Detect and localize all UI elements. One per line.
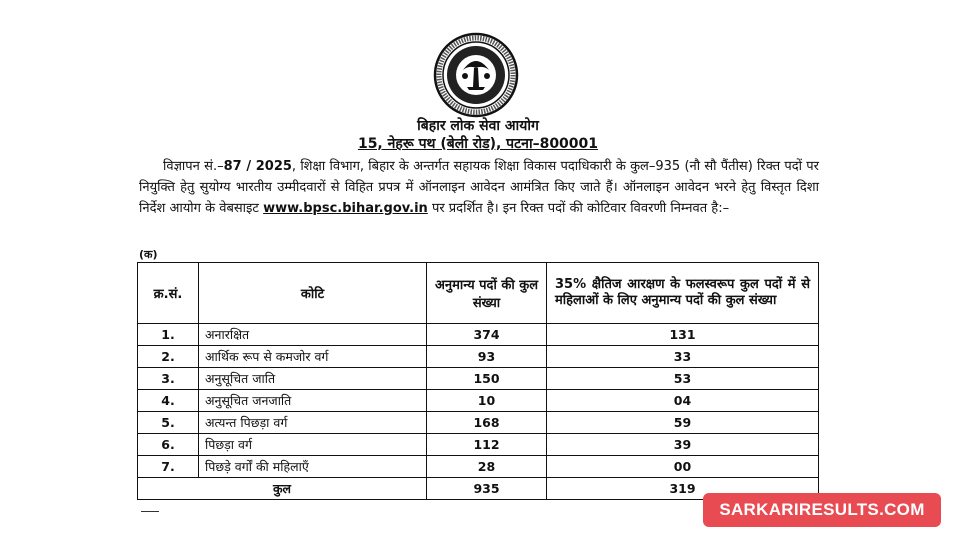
header-serial-number: क्र.सं.: [138, 263, 199, 324]
notice-suffix: पर प्रदर्शित है। इन रिक्त पदों की कोटिवार विवरणी निम्नवत है:–: [427, 201, 730, 216]
header-category: कोटि: [199, 263, 427, 324]
row-posts: 150: [427, 368, 547, 390]
row-posts: 112: [427, 434, 547, 456]
row-women-posts: 04: [547, 390, 819, 412]
table-row: [138, 434, 819, 456]
row-posts: 10: [427, 390, 547, 412]
row-serial: 1.: [138, 324, 199, 346]
row-posts: 93: [427, 346, 547, 368]
row-women-posts: 53: [547, 368, 819, 390]
row-posts: 374: [427, 324, 547, 346]
table-header-row: [138, 263, 819, 324]
row-serial: 7.: [138, 456, 199, 478]
table-row: [138, 456, 819, 478]
table-row: [138, 390, 819, 412]
row-category: अनुसूचित जनजाति: [199, 390, 427, 412]
row-serial: 2.: [138, 346, 199, 368]
row-serial: 3.: [138, 368, 199, 390]
organization-name: बिहार लोक सेवा आयोग: [417, 118, 539, 134]
advertisement-number: 87 / 2025: [223, 159, 292, 174]
row-women-posts: 131: [547, 324, 819, 346]
row-women-posts: 59: [547, 412, 819, 434]
row-posts: 168: [427, 412, 547, 434]
row-category: अनुसूचित जाति: [199, 368, 427, 390]
row-women-posts: 00: [547, 456, 819, 478]
notice-body: , शिक्षा विभाग, बिहार के अन्तर्गत सहायक शिक्षा विकास पदाधिकारी के कुल–935 (नौ सौ पैंतीस) रिक्त पदों पर नियुक्ति हेतु सुयोग्य भारतीय उम्मीदवारों से विहित प्रपत्र में ऑनलाइन आवेदन आमंत्रित किए जाते हैं। ऑनलाइन आवेदन भरने हेतु विस्तृत दिशा निर्देश आयोग के वेबसाइट: [139, 159, 819, 216]
footer-dash-divider: [141, 511, 159, 512]
notice-prefix: विज्ञापन सं.–: [163, 159, 224, 174]
category-wise-vacancy-table: [137, 262, 819, 500]
table-row: [138, 346, 819, 368]
table-row: [138, 324, 819, 346]
sarkariresults-watermark[interactable]: SARKARIRESULTS.COM: [703, 493, 941, 527]
row-category: पिछड़ा वर्ग: [199, 434, 427, 456]
row-serial: 5.: [138, 412, 199, 434]
total-label: कुल: [138, 478, 427, 500]
table-row: [138, 412, 819, 434]
table-row: [138, 368, 819, 390]
website-link[interactable]: www.bpsc.bihar.gov.in: [263, 201, 428, 216]
total-posts: 935: [427, 478, 547, 500]
header-women-posts: 35% क्षैतिज आरक्षण के फलस्वरूप कुल पदों में से महिलाओं के लिए अनुमान्य पदों की कुल संख्या: [547, 263, 819, 324]
row-women-posts: 39: [547, 434, 819, 456]
organization-address: 15, नेहरू पथ (बेली रोड), पटना–800001: [357, 136, 599, 152]
bpsc-emblem-icon: [433, 32, 519, 118]
row-serial: 6.: [138, 434, 199, 456]
row-category: अत्यन्त पिछड़ा वर्ग: [199, 412, 427, 434]
row-category: पिछड़े वर्गों की महिलाएँ: [199, 456, 427, 478]
row-category: आर्थिक रूप से कमजोर वर्ग: [199, 346, 427, 368]
advertisement-notice: [139, 156, 819, 219]
row-serial: 4.: [138, 390, 199, 412]
header-total-posts: अनुमान्य पदों की कुल संख्या: [427, 263, 547, 324]
section-label: (क): [139, 248, 158, 261]
row-women-posts: 33: [547, 346, 819, 368]
row-posts: 28: [427, 456, 547, 478]
row-category: अनारक्षित: [199, 324, 427, 346]
total-women-posts: 319: [547, 478, 819, 500]
